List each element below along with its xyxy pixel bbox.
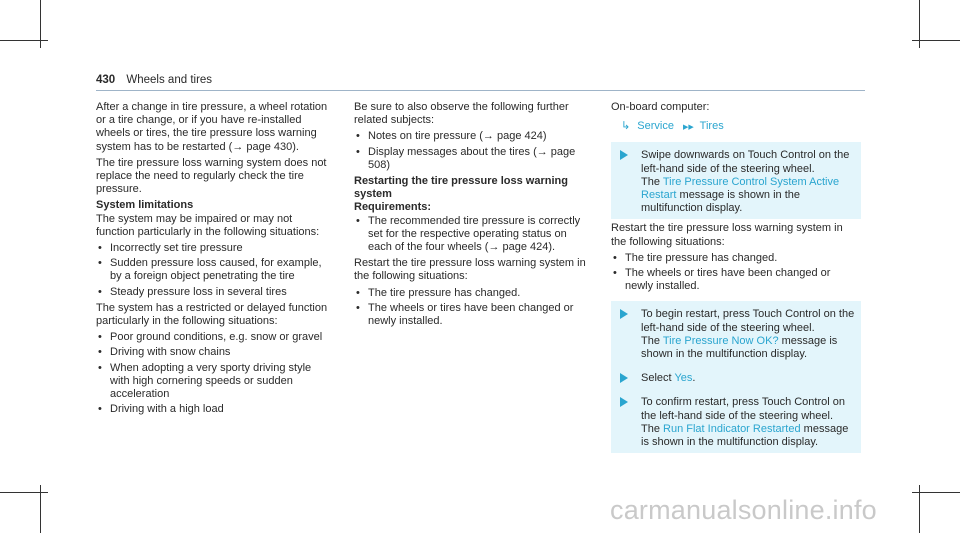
bullet-list xyxy=(354,130,589,172)
step-text: message is shown in the multifunction display. xyxy=(641,422,849,449)
instruction-step xyxy=(611,301,861,365)
step-text: The xyxy=(641,175,660,188)
header-rule xyxy=(96,90,865,91)
display-option-yes: Yes xyxy=(674,372,693,385)
step-arrow-icon xyxy=(620,309,628,319)
display-message: Run Flat Indicator Restarted xyxy=(663,422,801,435)
step-arrow-icon xyxy=(620,373,628,383)
return-arrow-icon: ↳ xyxy=(621,120,631,133)
step-text: To begin restart, press Touch Control on the left-hand side of the steering wheel. xyxy=(641,308,855,334)
step-text xyxy=(641,372,855,385)
list-item: • Driving with snow chains xyxy=(96,346,328,359)
list-item: • Driving with a high load xyxy=(96,403,328,416)
step-text: To confirm restart, press Touch Control on the left-hand side of the steering wheel. xyxy=(641,396,845,422)
page-header xyxy=(96,74,212,87)
step-result xyxy=(641,423,855,449)
column-2 xyxy=(354,101,589,331)
paragraph: Restart the tire pressure loss warning system in the following situations: xyxy=(611,222,843,248)
menu-service: Service xyxy=(637,120,674,133)
crop-mark xyxy=(0,492,48,493)
computer-label: On-board computer: xyxy=(611,101,710,113)
paragraph: The system may be impaired or may not function particularly in the following situations: xyxy=(96,212,320,238)
menu-tires: Tires xyxy=(699,120,724,133)
list-item: • The tire pressure has changed. xyxy=(354,287,589,300)
list-item: • The recommended tire pressure is correctly set for the respective operating status on each of the four wheels (→ page 424). xyxy=(354,215,589,255)
list-item: • The wheels or tires have been changed or newly installed. xyxy=(611,267,861,293)
instruction-step xyxy=(611,389,861,453)
paragraph: Restart the tire pressure loss warning system in the following situations: xyxy=(354,257,586,283)
list-item: • When adopting a very sporty driving style with high cornering speeds or sudden acceleration xyxy=(96,362,328,402)
step-result xyxy=(641,335,855,361)
step-text: Swipe downwards on Touch Control on the left-hand side of the steering wheel. xyxy=(641,149,850,175)
list-item: • Steady pressure loss in several tires xyxy=(96,286,328,299)
paragraph: The tire pressure loss warning system does not replace the need to regularly check the tire pressure. xyxy=(96,156,327,196)
column-1 xyxy=(96,101,328,419)
step-text: message is shown in the multifunction display. xyxy=(641,189,800,215)
crop-mark xyxy=(912,40,960,41)
list-item: • Notes on tire pressure (→ page 424) xyxy=(354,130,589,143)
watermark: carmanualsonline.info xyxy=(610,495,877,525)
list-item: • Incorrectly set tire pressure xyxy=(96,242,328,255)
instruction-step xyxy=(611,142,861,219)
list-item: • Display messages about the tires (→ page 508) xyxy=(354,146,589,172)
section-heading: Restarting the tire pressure loss warning system xyxy=(354,175,568,201)
paragraph: Be sure to also observe the following further related subjects: xyxy=(354,101,569,127)
page-title: Wheels and tires xyxy=(126,74,213,86)
step-text: Select xyxy=(641,372,672,385)
step-text: . xyxy=(692,372,696,385)
paragraph: After a change in tire pressure, a wheel rotation or a tire change, or if you have re-installed wheels or tires, the tire pressure loss warning system has to be restarted (→ page 430). xyxy=(96,101,328,153)
instruction-step xyxy=(611,365,861,389)
list-item: • The wheels or tires have been changed or newly installed. xyxy=(354,302,589,328)
crop-mark xyxy=(0,40,48,41)
list-item: • Poor ground conditions, e.g. snow or gravel xyxy=(96,331,328,344)
page-number: 430 xyxy=(96,74,116,86)
bullet-list xyxy=(96,331,328,416)
crop-mark xyxy=(912,492,960,493)
list-item: • The tire pressure has changed. xyxy=(611,252,861,265)
step-text: The xyxy=(641,334,660,347)
section-heading: System limitations xyxy=(96,199,194,212)
requirements-heading: Requirements: xyxy=(354,201,432,214)
column-3 xyxy=(611,101,861,453)
step-text: The xyxy=(641,422,660,435)
step-text: message is shown in the multifunction display. xyxy=(641,334,838,361)
step-arrow-icon xyxy=(620,397,628,407)
step-arrow-icon xyxy=(620,150,628,160)
double-arrow-icon: ▶▶ xyxy=(683,124,694,132)
bullet-list xyxy=(354,287,589,329)
bullet-list xyxy=(611,252,861,294)
step-result xyxy=(641,176,855,216)
menu-path xyxy=(621,120,861,134)
bullet-list xyxy=(354,215,589,255)
list-item: • Sudden pressure loss caused, for example, by a foreign object penetrating the tire xyxy=(96,257,328,283)
bullet-list xyxy=(96,242,328,299)
display-message: Tire Pressure Control System Active Restart xyxy=(641,175,840,202)
paragraph: The system has a restricted or delayed function particularly in the following situations: xyxy=(96,301,328,328)
display-message: Tire Pressure Now OK? xyxy=(662,334,779,347)
